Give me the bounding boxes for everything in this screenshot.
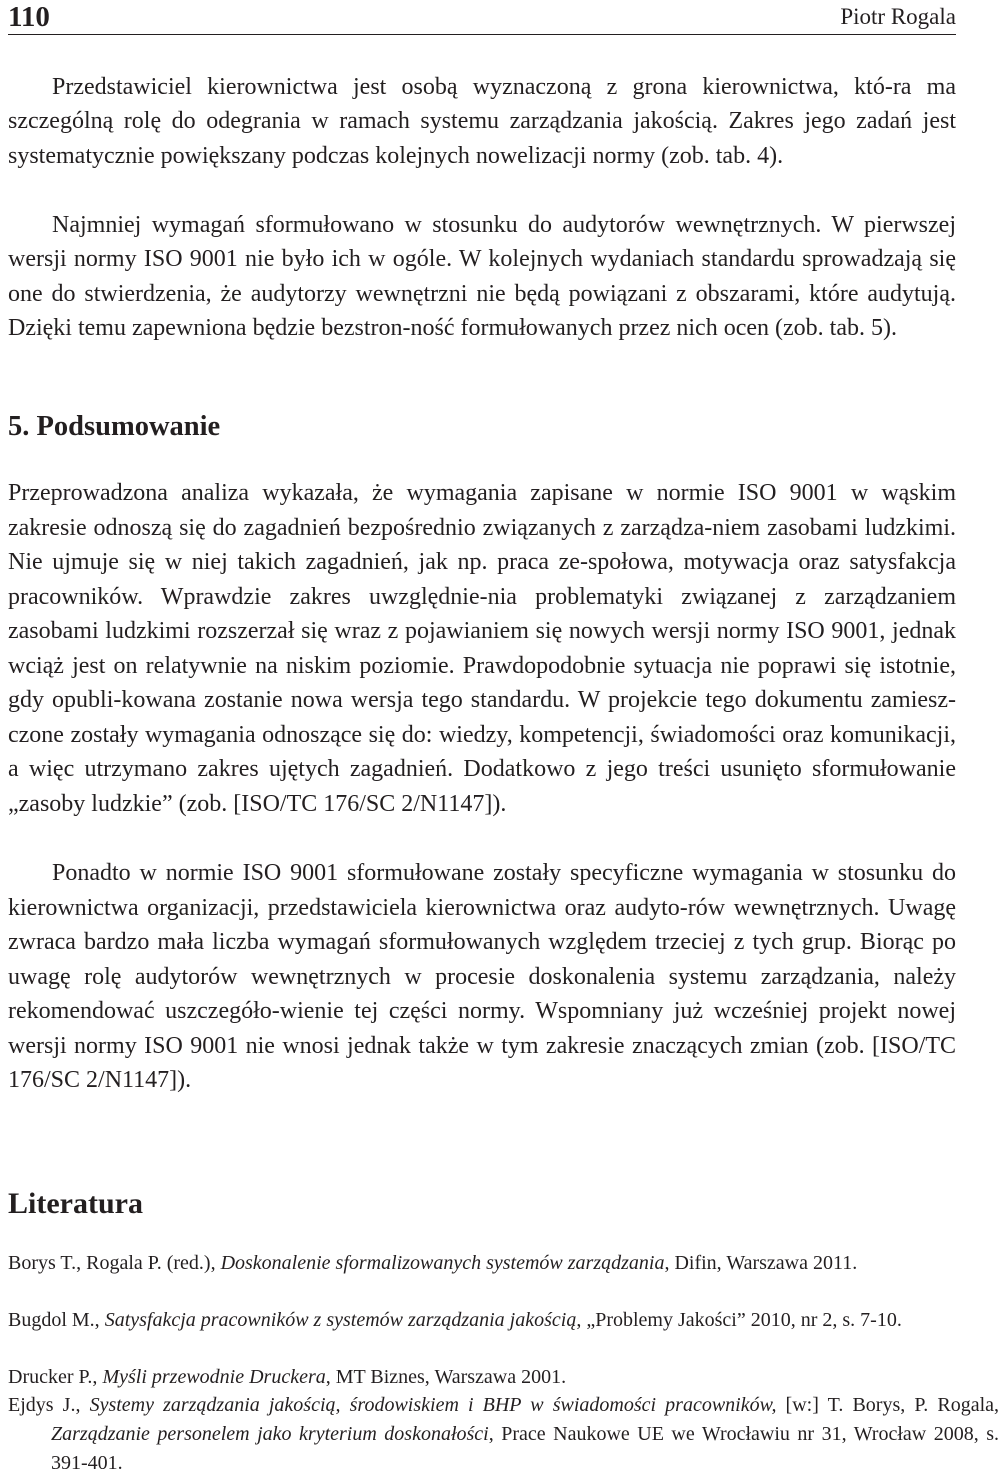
bibliography-entry	[8, 1306, 999, 1335]
bib-publisher: , Difin, Warszawa 2011.	[664, 1252, 858, 1274]
running-head-author: Piotr Rogala	[840, 4, 956, 29]
summary-paragraph-2: Ponadto w normie ISO 9001 sformułowane zostały specyficzne wymagania w stosunku do kierownictwa organizacji, przedstawiciela kierownictwa oraz audyto-rów wewnętrznych. Uwagę zwraca bardzo mała liczba wymagań sformułowanych względem trzeciej z tych grup. Biorąc po uwagę rolę audytorów wewnętrznych w procesie doskonalenia systemu zarządzania, należy rekomendować uszczegóło-wienie tej części normy. Wspomniany już wcześniej projekt nowej wersji normy ISO 9001 nie wnosi jednak także w tym zakresie znaczących zmian (zob. [ISO/TC 176/SC 2/N1147]).	[8, 860, 956, 1093]
bib-title: Myśli przewodnie Druckera	[102, 1366, 326, 1388]
bib-title: Doskonalenie sformalizowanych systemów zarządzania	[220, 1252, 665, 1274]
bib-authors: Ejdys J.,	[8, 1394, 90, 1416]
bibliography-entry	[8, 1363, 999, 1392]
page-number: 110	[8, 1, 50, 33]
summary-paragraph-1: Przeprowadzona analiza wykazała, że wymagania zapisane w normie ISO 9001 w wąskim zakresie odnoszą się do zagadnień bezpośrednio związanych z zarządza-niem zasobami ludzkimi. Nie ujmuje się w niej takich zagadnień, jak np. praca ze-społowa, motywacja oraz satysfakcja pracowników. Wprawdzie zakres uwzględnie-nia problematyki związanej z zarządzaniem zasobami ludzkimi rozszerzał się wraz z pojawianiem się nowych wersji normy ISO 9001, jednak wciąż jest on relatywnie na niskim poziomie. Prawdopodobnie sytuacja nie poprawi się istotnie, gdy opubli-kowana zostanie nowa wersja tego standardu. W projekcie tego dokumentu zamiesz-czone zostały wymagania odnoszące się do: wiedzy, kompetencji, świadomości oraz komunikacji, a więc utrzymano zakres ujętych zagadnień. Dodatkowo z jego treści usunięto sformułowanie „zasoby ludzkie” (zob. [ISO/TC 176/SC 2/N1147]).	[8, 480, 956, 817]
bib-publisher: , Prace Naukowe UE we Wrocławiu nr 31, Wrocław 2008, s. 391-401.	[51, 1423, 999, 1474]
bib-authors: Bugdol M.,	[8, 1309, 105, 1331]
intro-paragraph-2: Najmniej wymagań sformułowano w stosunku do audytorów wewnętrznych. W pierwszej wersji normy ISO 9001 nie było ich w ogóle. W kolejnych wydaniach standardu sprowadzają się one do stwierdzenia, że audytorzy wewnętrzni nie będą powiązani z obszarami, które audytują. Dzięki temu zapewniona będzie bezstron-ność formułowanych przez nich ocen (zob. tab. 5).	[8, 212, 956, 342]
literature-heading: Literatura	[8, 1187, 143, 1220]
bibliography-entry	[8, 1249, 999, 1278]
bib-authors: Borys T., Rogala P. (red.),	[8, 1252, 221, 1274]
bibliography-entry	[8, 1391, 999, 1478]
section-heading-summary: 5. Podsumowanie	[8, 411, 221, 442]
bib-title: Satysfakcja pracowników z systemów zarządzania jakością	[104, 1309, 577, 1331]
bib-book-title: Zarządzanie personelem jako kryterium doskonałości	[51, 1423, 489, 1445]
bib-editors: [w:] T. Borys, P. Rogala,	[776, 1394, 999, 1416]
bib-title: Systemy zarządzania jakością, środowiskiem i BHP w świadomości pracowników,	[89, 1394, 777, 1416]
bib-publisher: , „Problemy Jakości” 2010, nr 2, s. 7-10.	[576, 1309, 902, 1331]
bib-authors: Drucker P.,	[8, 1366, 103, 1388]
bib-publisher: , MT Biznes, Warszawa 2001.	[325, 1366, 567, 1388]
page-header	[8, 0, 956, 35]
intro-paragraph-1: Przedstawiciel kierownictwa jest osobą wyznaczoną z grona kierownictwa, któ-ra ma szczególną rolę do odegrania w ramach systemu zarządzania jakością. Zakres jego zadań jest systematycznie powiększany podczas kolejnych nowelizacji normy (zob. tab. 4).	[8, 74, 956, 169]
